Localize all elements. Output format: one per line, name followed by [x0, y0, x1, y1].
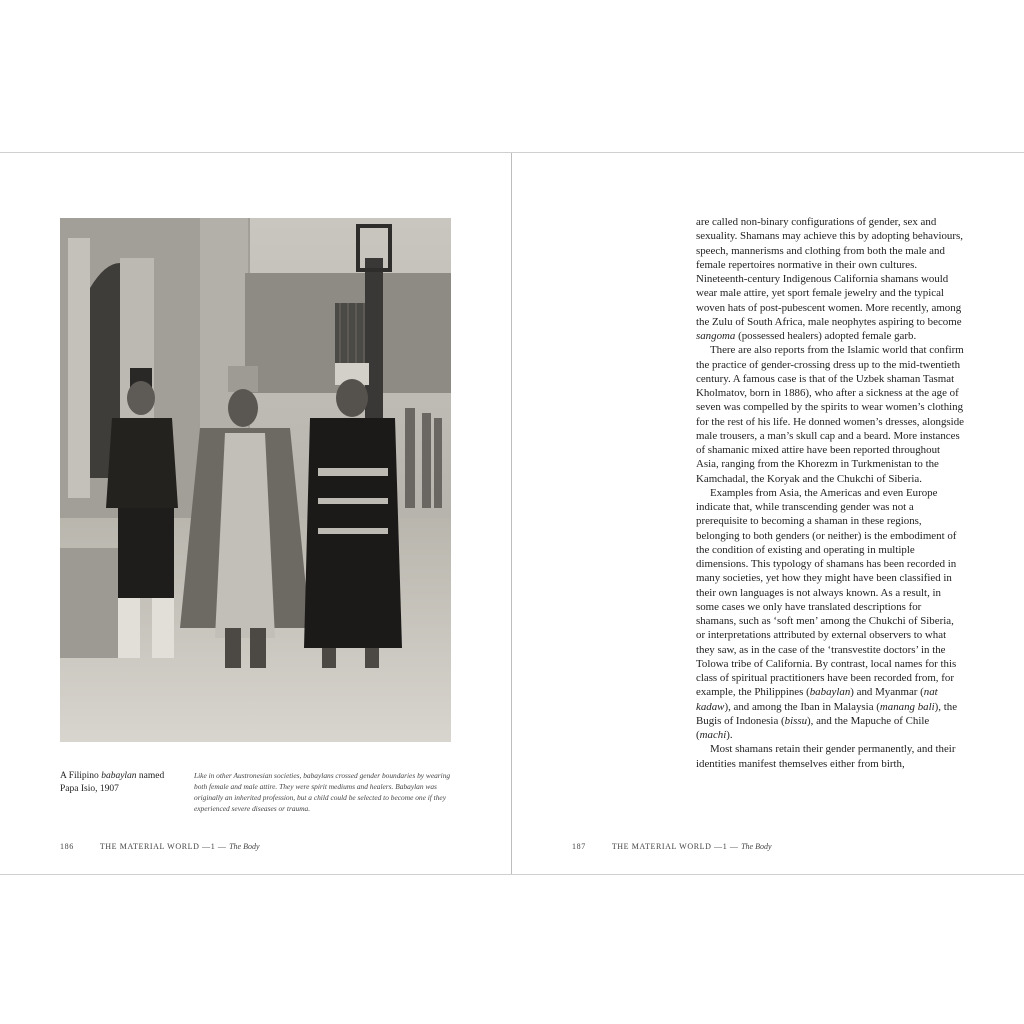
photo-caption-body: Like in other Austronesian societies, babaylans crossed gender boundaries by wearing both female and male attire. They were spirit mediums and healers. Babaylan was originally an inherited profession, but a child could be selected to become one if they experienced severe diseases or trauma.	[194, 771, 451, 813]
italic-term: sangoma	[696, 330, 736, 342]
italic-term: babaylan	[809, 686, 851, 699]
italic-term: nat kadaw	[696, 686, 938, 713]
italic-term: manang bali	[879, 700, 935, 713]
text-run: ), and the Mapuche of Chile (	[696, 714, 930, 741]
body-paragraph	[696, 343, 964, 486]
left-page-footer	[60, 842, 260, 851]
page-gutter	[511, 153, 512, 874]
text-run: ) and Myanmar (	[850, 686, 924, 699]
body-paragraph	[696, 486, 964, 743]
book-spread	[0, 152, 1024, 875]
running-head-section: The Body	[741, 842, 772, 851]
page-number: 187	[572, 842, 586, 851]
text-run: Most shamans retain their gender permanently, and their identities manifest themselves either from birth,	[696, 743, 956, 770]
running-head: THE MATERIAL WORLD —1 —	[611, 842, 739, 851]
text-run: There are also reports from the Islamic world that confirm the practice of gender-crossing dress up to the mid-twentieth century. A famous case is that of the Uzbek shaman Tasmat Kholmatov, born in 1886), who after a sickness at the age of seven was compelled by the spirits to wear women’s clothing for the rest of his life. He donned women’s dresses, alongside male trousers, a man’s skull cap and a beard. More instances of shamanic mixed attire have been reported throughout Asia, ranging from the Khorezm in Turkmenistan to the Kamchadal, the Koryak and the Chukchi of Siberia.	[696, 344, 964, 485]
body-text	[696, 215, 964, 771]
body-paragraph	[696, 215, 964, 343]
photo-caption-title: A Filipino babaylan named Papa Isio, 1907	[60, 771, 165, 794]
historical-photo-babaylan	[60, 218, 451, 742]
text-run: ).	[726, 729, 733, 741]
page-number: 186	[60, 842, 74, 851]
right-page-footer	[572, 842, 772, 851]
running-head: THE MATERIAL WORLD —1 —	[99, 842, 227, 851]
text-run: are called non-binary configurations of gender, sex and sexuality. Shamans may achieve this by adopting behaviours, speech, mannerisms and clothing from both the male and female repertoires normative in their own cultures. Nineteenth-century Indigenous California shamans would wear male attire, yet sport female jewelry and the typical woven hats of post-pubescent women. More recently, among the Zulu of South Africa, male neophytes aspiring to become	[696, 216, 963, 328]
italic-term: machi	[699, 729, 727, 741]
running-head-section: The Body	[229, 842, 260, 851]
text-run: ), and among the Iban in Malaysia (	[724, 700, 880, 713]
italic-term: bissu	[784, 714, 808, 727]
body-paragraph	[696, 742, 964, 771]
text-run: (possessed healers) adopted female garb.	[735, 330, 917, 342]
text-run: Examples from Asia, the Americas and even Europe indicate that, while transcending gender was not a prerequisite to becoming a shaman in these regions, belonging to both genders (or neither) is the embodiment of the condition of existing and operating in multiple dimensions. This typology of shamans has been recorded in many societies, yet how they might have been classified in their own languages is not always known. As a result, in some cases we only have translated descriptions for shamans, such as ‘soft men’ among the Chukchi of Siberia, or interpretations attributed by external observers to what they saw, as in the case of the ‘transvestite doctors’ in the Tolowa tribe of California. By contrast, local names for this class of spiritual practitioners have been recorded from, for example, the Philippines (	[696, 486, 957, 699]
text-run: ), the Bugis of Indonesia (	[696, 700, 958, 727]
